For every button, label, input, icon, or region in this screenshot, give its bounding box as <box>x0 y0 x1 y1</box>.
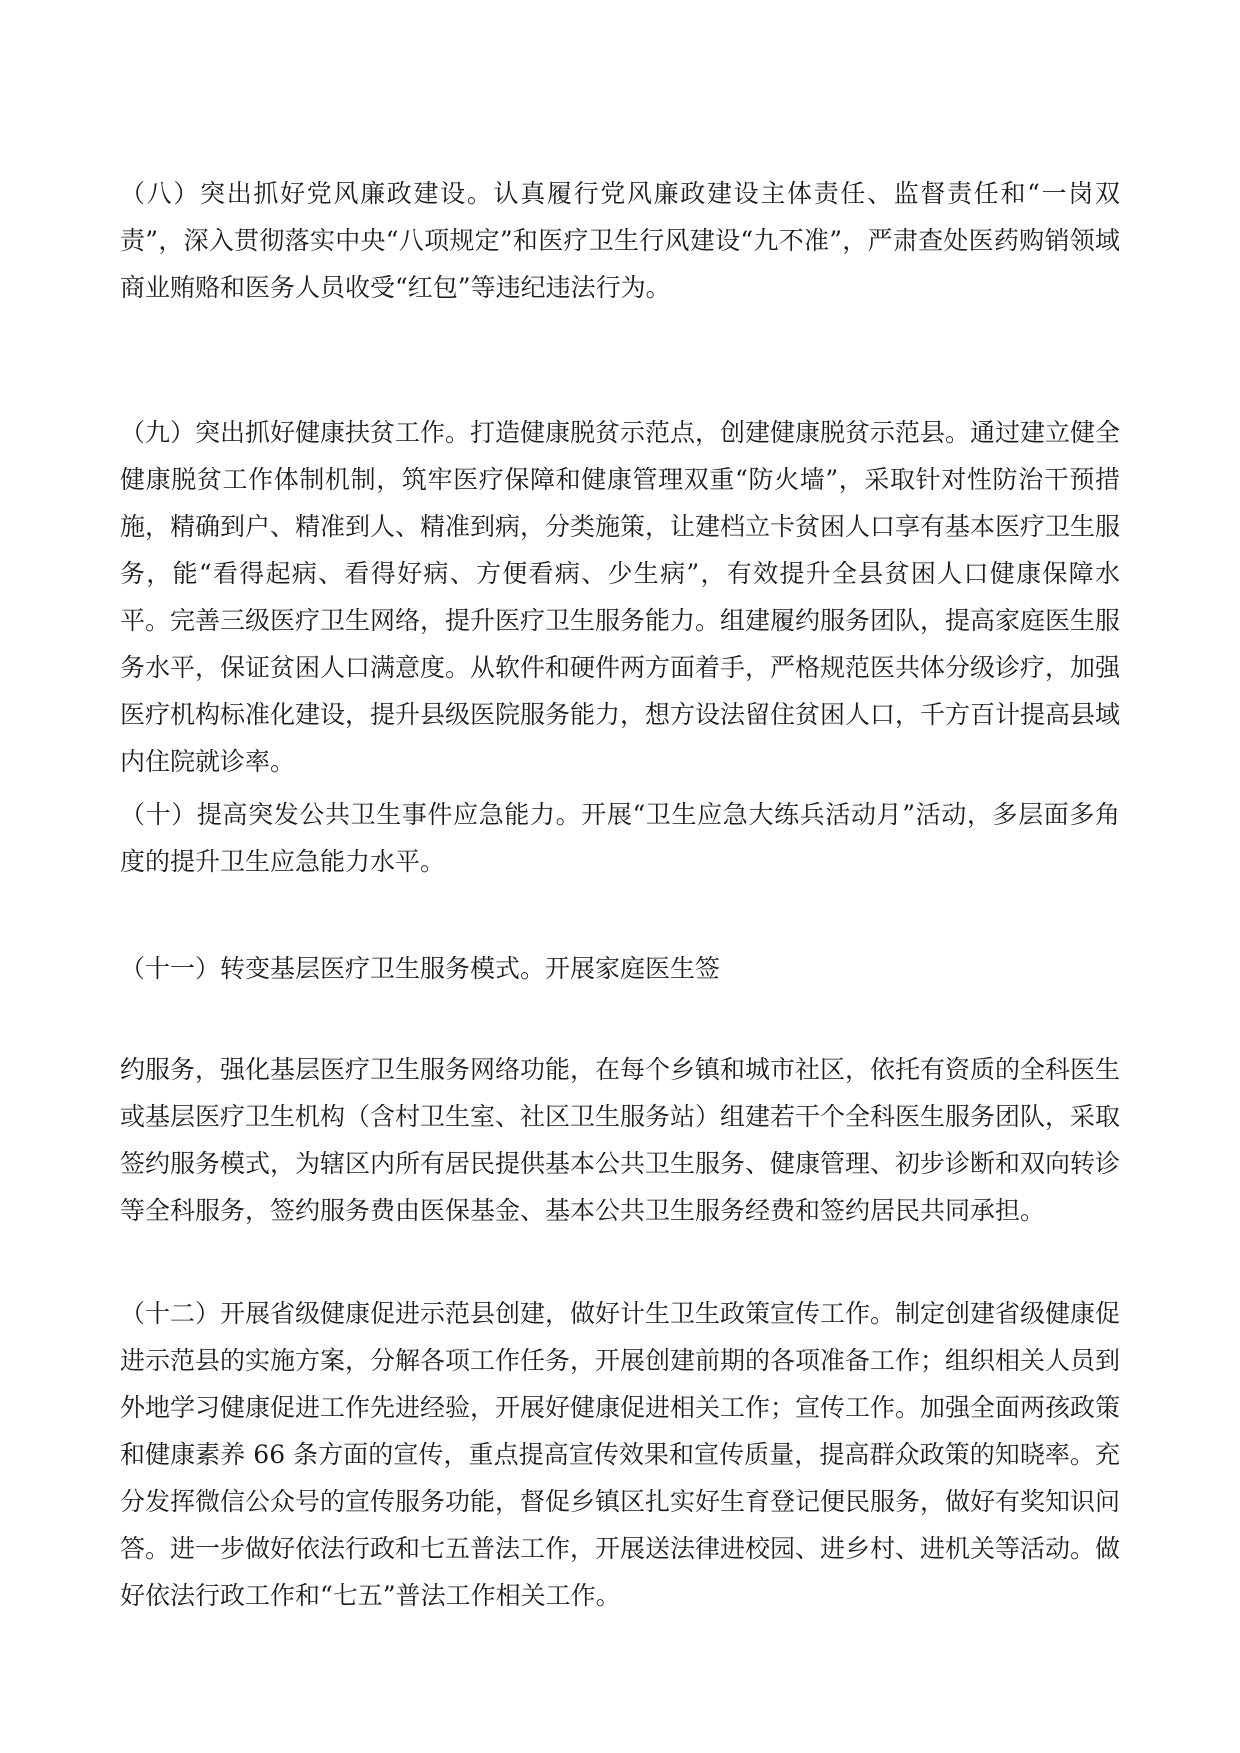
paragraph-health-promotion: （十二）开展省级健康促进示范县创建，做好计生卫生政策宣传工作。制定创建省级健康促进示范县的实施方案，分解各项工作任务，开展创建前期的各项准备工作；组织相关人员到外地学习健康促进工作先进经验，开展好健康促进相关工作；宣传工作。加强全面两孩政策和健康素养 66 条方面的宣传，重点提高宣传效果和宣传质量，提高群众政策的知晓率。充分发挥微信公众号的宣传服务功能，督促乡镇区扎实好生育登记便民服务，做好有奖知识问答。进一步做好依法行政和七五普法工作，开展送法律进校园、进乡村、进机关等活动。做好依法行政工作和“七五”普法工作相关工作。 <box>120 1299 1121 1610</box>
paragraph-emergency-response: （十）提高突发公共卫生事件应急能力。开展“卫生应急大练兵活动月”活动，多层面多角度的提升卫生应急能力水平。 <box>120 800 1120 876</box>
paragraph-primary-care-heading: （十一）转变基层医疗卫生服务模式。开展家庭医生签 <box>120 954 721 983</box>
paragraph-health-poverty-alleviation: （九）突出抓好健康扶贫工作。打造健康脱贫示范点，创建健康脱贫示范县。通过建立健全健康脱贫工作体制机制，筑牢医疗保障和健康管理双重“防火墙”，采取针对性防治干预措施，精确到户、精准到人、精准到病，分类施策，让建档立卡贫困人口享有基本医疗卫生服务，能“看得起病、看得好病、方便看病、少生病”，有效提升全县贫困人口健康保障水平。完善三级医疗卫生网络，提升医疗卫生服务能力。组建履约服务团队，提高家庭医生服务水平，保证贫困人口满意度。从软件和硬件两方面着手，严格规范医共体分级诊疗，加强医疗机构标准化建设，提升县级医院服务能力，想方设法留住贫困人口，千方百计提高县域内住院就诊率。 <box>120 418 1121 776</box>
paragraph-party-conduct: （八）突出抓好党风廉政建设。认真履行党风廉政建设主体责任、监督责任和“一岗双责”，深入贯彻落实中央“八项规定”和医疗卫生行风建设“九不准”，严肃查处医药购销领域商业贿赂和医务人员收受“红包”等违纪违法行为。 <box>120 179 1120 302</box>
paragraph-primary-care-body: 约服务，强化基层医疗卫生服务网络功能，在每个乡镇和城市社区，依托有资质的全科医生或基层医疗卫生机构（含村卫生室、社区卫生服务站）组建若干个全科医生服务团队，采取签约服务模式，为辖区内所有居民提供基本公共卫生服务、健康管理、初步诊断和双向转诊等全科服务，签约服务费由医保基金、基本公共卫生服务经费和签约居民共同承担。 <box>120 1055 1121 1225</box>
